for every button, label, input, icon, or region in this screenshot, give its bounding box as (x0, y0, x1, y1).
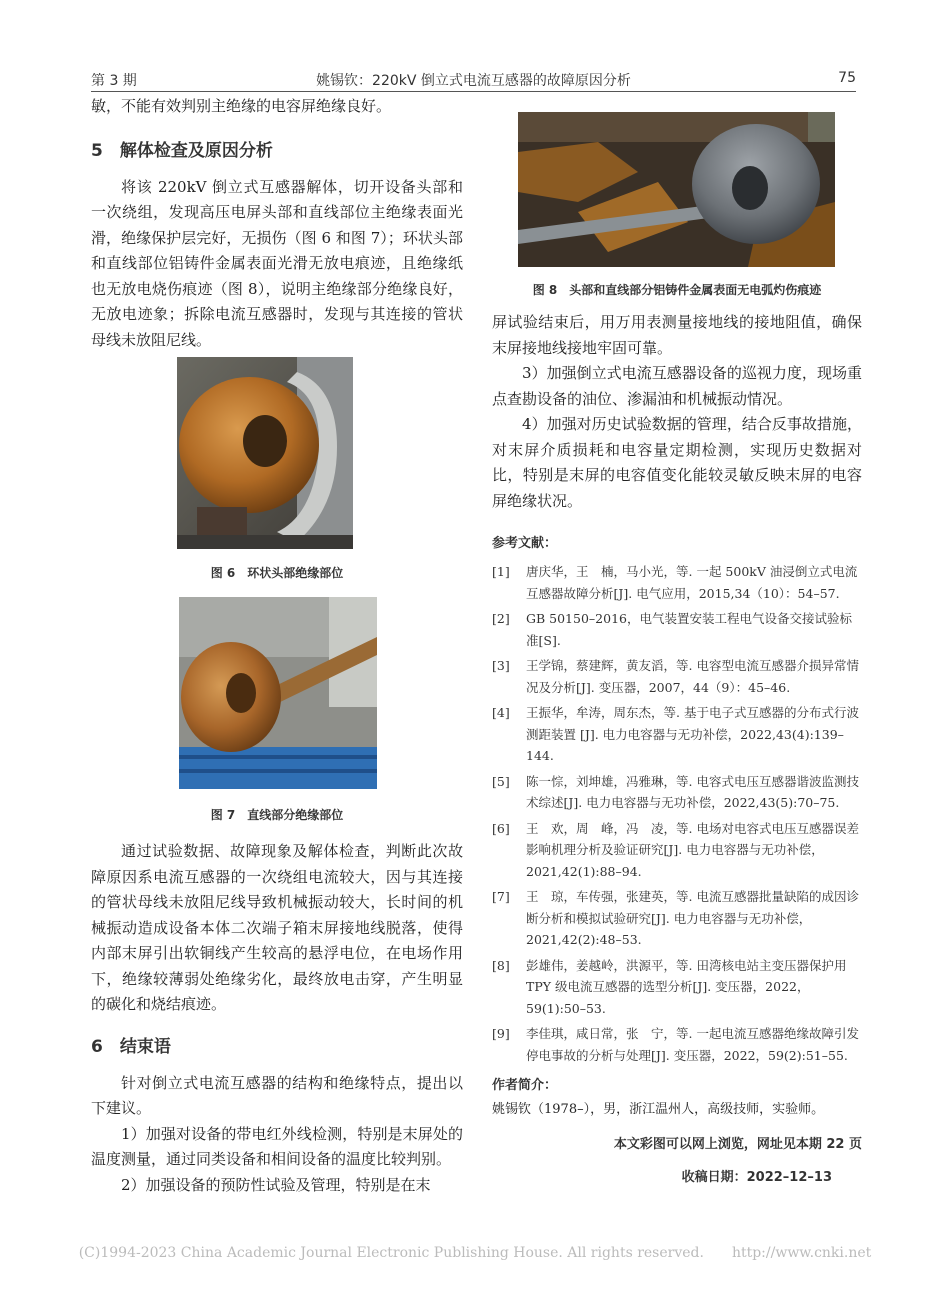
section-6-paragraph-3: 2）加强设备的预防性试验及管理，特别是在末 (121, 1175, 431, 1194)
reference-item (492, 818, 862, 883)
section-6-paragraph-2: 1）加强对设备的带电红外线检测，特别是末屏处的温度测量，通过同类设备和相间设备的温度比较判别。 (91, 1124, 463, 1168)
received-date: 收稿日期：2022–12–13 (681, 1170, 832, 1185)
reference-text: 王振华，牟涛，周东杰，等. 基于电子式互感器的分布式行波测距装置 [J]. 电力电容器与无功补偿，2022,43(4):139–144. (526, 705, 859, 763)
section-6-paragraph-1: 针对倒立式电流互感器的结构和绝缘特点，提出以下建议。 (91, 1073, 463, 1117)
author-bio: 姚锡钦（1978–），男，浙江温州人，高级技师，实验师。 (492, 1102, 825, 1117)
reference-number: [6] (492, 820, 510, 836)
left-column-bottom (91, 839, 463, 1198)
reference-text: GB 50150–2016，电气装置安装工程电气设备交接试验标准[S]. (526, 611, 852, 648)
running-title: 姚锡钦：220kV 倒立式电流互感器的故障原因分析 (316, 73, 631, 89)
references-title: 参考文献： (492, 536, 558, 551)
references-list (492, 561, 862, 1066)
reference-item (492, 771, 862, 814)
color-figures-note: 本文彩图可以网上浏览，网址见本期 22 页 (613, 1137, 862, 1152)
reference-number: [2] (492, 611, 510, 626)
section-5-paragraph-2: 通过试验数据、故障现象及解体检查，判断此次故障原因系电流互感器的一次绕组电流较大，因与其连接的管状母线未放阻尼线导致机械振动较大，长时间的机械振动造成设备本体二次端子箱末屏接地线脱落，使得内部末屏引出软铜线产生较高的悬浮电位，在电场作用下，绝缘较薄弱处绝缘劣化，最终放电击穿，产生明显的碳化和烧结痕迹。 (91, 842, 463, 1013)
recommendation-3: 3）加强倒立式电流互感器设备的巡视力度，现场重点查勘设备的油位、渗漏油和机械振动情况。 (492, 364, 862, 408)
reference-number: [5] (492, 773, 510, 789)
reference-number: [3] (492, 658, 510, 673)
reference-text: 王 欢，周 峰，冯 凌，等. 电场对电容式电压互感器误差影响机理分析及验证研究[J]. 电力电容器与无功补偿，2021,42(1):88–94. (526, 820, 859, 879)
section-5-title: 5 解体检查及原因分析 (91, 140, 273, 161)
figure-6-photo (177, 357, 353, 549)
reference-text: 王 琼，车传强，张建英，等. 电流互感器批量缺陷的成因诊断分析和模拟试验研究[J]. 电力电容器与无功补偿，2021,42(2):48–53. (526, 889, 859, 947)
reference-item (492, 608, 862, 651)
recommendation-4: 4）加强对历史试验数据的管理，结合反事故措施，对末屏介质损耗和电容量定期检测，实现历史数据对比，特别是末屏的电容值变化能较灵敏反映末屏的电容屏绝缘状况。 (492, 415, 862, 510)
figure-6-caption: 图 6 环状头部绝缘部位 (210, 566, 344, 580)
reference-text: 唐庆华，王 楠，马小光，等. 一起 500kV 油浸倒立式电流互感器故障分析[J]. 电气应用，2015,34（10）：54–57. (526, 564, 858, 601)
reference-item (492, 1023, 862, 1066)
paragraph-continued: 敏，不能有效判别主绝缘的电容屏绝缘良好。 (91, 97, 392, 115)
running-header (91, 68, 856, 90)
reference-item (492, 702, 862, 767)
reference-item (492, 955, 862, 1020)
section-6-title: 6 结束语 (91, 1036, 171, 1057)
reference-item (492, 886, 862, 951)
figure-7-photo (179, 597, 377, 789)
paragraph-continued-right: 屏试验结束后，用万用表测量接地线的接地阻值，确保末屏接地线接地牢固可靠。 (492, 313, 862, 357)
reference-text: 李佳琪，咸日常，张 宁，等. 一起电流互感器绝缘故障引发停电事故的分析与处理[J]. 变压器，2022，59(2):51–55. (526, 1026, 859, 1063)
figure-8-photo (518, 112, 835, 267)
page-number: 75 (838, 70, 856, 86)
figure-7-caption: 图 7 直线部分绝缘部位 (210, 808, 344, 822)
right-column (492, 310, 862, 1185)
reference-number: [4] (492, 705, 510, 720)
section-5-paragraph-1: 将该 220kV 倒立式互感器解体，切开设备头部和一次绕组，发现高压电屏头部和直线部位主绝缘表面光滑，绝缘保护层完好，无损伤（图 6 和图 7）；环状头部和直线部位铝铸件金属表面光滑无放电痕迹，且绝缘纸也无放电烧伤痕迹（图 8），说明主绝缘部分绝缘良好，无放电迹象；拆除电流互感器时，发现与其连接的管状母线未放阻尼线。 (91, 177, 463, 349)
author-bio-title: 作者简介： (492, 1078, 558, 1093)
reference-number: [1] (492, 564, 510, 579)
reference-item (492, 655, 862, 698)
reference-item (492, 561, 862, 604)
reference-text: 彭雄伟，姜越岭，洪源平，等. 田湾核电站主变压器保护用 TPY 级电流互感器的选型分析[J]. 变压器，2022，59(1):50–53. (526, 957, 847, 1016)
copyright-footer: (C)1994-2023 China Academic Journal Electronic Publishing House. All rights reserved. http://www.cnki.net (78, 1245, 872, 1261)
left-column-top (91, 94, 463, 353)
figure-8-caption: 图 8 头部和直线部分铝铸件金属表面无电弧灼伤痕迹 (532, 283, 822, 297)
issue-label: 第 3 期 (91, 73, 137, 89)
reference-number: [8] (492, 957, 510, 973)
header-rule (91, 91, 856, 92)
reference-text: 王学锦，蔡建辉，黄友滔，等. 电容型电流互感器介损异常情况及分析[J]. 变压器，2007，44（9）：45–46. (526, 658, 859, 695)
reference-text: 陈一悰，刘坤雄，冯雅琳，等. 电容式电压互感器谐波监测技术综述[J]. 电力电容器与无功补偿，2022,43(5):70–75. (526, 773, 859, 810)
reference-number: [9] (492, 1026, 510, 1041)
reference-number: [7] (492, 889, 510, 904)
